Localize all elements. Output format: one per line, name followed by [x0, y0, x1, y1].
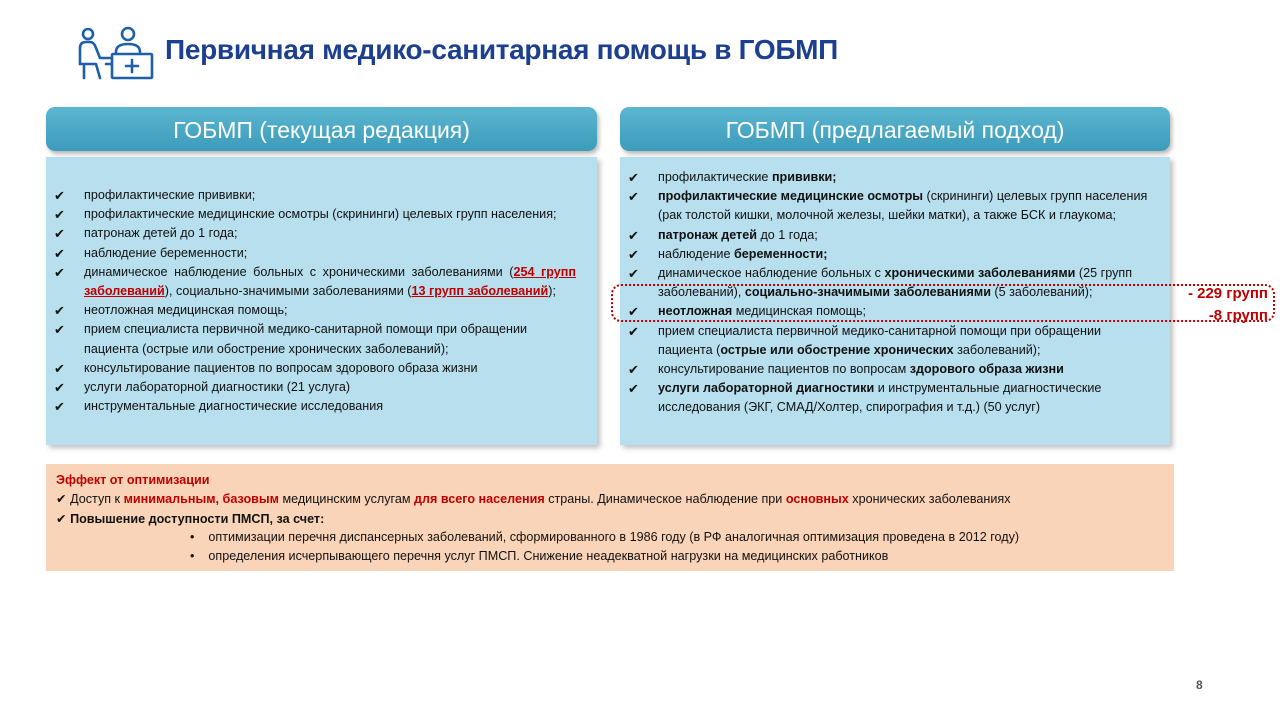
checkmark-icon: ✔ — [628, 266, 639, 282]
list-item: ✔ неотложная медицинская помощь; — [54, 301, 576, 320]
list-item: ✔ динамическое наблюдение больных с хроническими заболеваниями (254 групп заболеваний), социально-значимыми заболеваниями (13 групп заболеваний); — [54, 264, 576, 299]
checkmark-icon: ✔ — [628, 304, 639, 320]
checkmark-icon: ✔ — [56, 492, 71, 506]
checkmark-icon: ✔ — [54, 245, 65, 261]
reduction-highlight — [611, 284, 1275, 322]
list-item: ✔ патронаж детей до 1 года; — [54, 224, 576, 243]
checkmark-icon: ✔ — [628, 227, 639, 243]
checkmark-icon: ✔ — [54, 322, 65, 338]
proposed-approach-header: ГОБМП (предлагаемый подход) — [620, 107, 1170, 151]
reduction-social-groups-label: -8 групп — [1208, 307, 1268, 324]
effect-bullet: • оптимизации перечня диспансерных заболеваний, сформированного в 1986 году (в РФ аналогичная оптимизация проведена в 2012 году) — [190, 530, 1020, 544]
list-item: ✔ наблюдение беременности; — [54, 244, 576, 263]
current-services-list — [54, 186, 576, 416]
checkmark-icon: ✔ — [628, 323, 639, 339]
checkmark-icon: ✔ — [628, 246, 639, 262]
checkmark-icon: ✔ — [628, 189, 639, 205]
list-item: ✔ консультирование пациентов по вопросам здорового образа жизни — [54, 359, 576, 378]
page-number: 8 — [1196, 678, 1203, 692]
checkmark-icon: ✔ — [54, 226, 65, 242]
list-item: ✔ профилактические прививки; — [628, 168, 1148, 187]
effect-access-line: ✔ Доступ к минимальным, базовым медицинским услугам для всего населения страны. Динамическое наблюдение при основных хронических заболеваниях — [56, 492, 1011, 506]
disease-groups-count: 254 групп заболеваний — [84, 264, 576, 299]
list-item: ✔ динамическое наблюдение больных с хроническими заболеваниями (25 групп заболеваний), социально-значимыми заболеваниями (5 заболеваний); — [628, 266, 1133, 300]
social-disease-groups-count: 13 групп заболеваний — [411, 284, 549, 299]
bullet-icon: • — [190, 549, 209, 563]
checkmark-icon: ✔ — [628, 362, 639, 378]
effect-bullet: • определения исчерпывающего перечня услуг ПМСП. Снижение неадекватной нагрузки на медицинских работников — [190, 549, 889, 563]
list-item: ✔ неотложная медицинская помощь; — [628, 302, 1148, 321]
checkmark-icon: ✔ — [54, 207, 65, 223]
list-item: ✔ профилактические прививки; — [54, 186, 576, 205]
list-item: ✔ услуги лабораторной диагностики (21 услуга) — [54, 378, 576, 397]
reduction-groups-label: - 229 групп — [1187, 285, 1268, 302]
list-item: ✔ услуги лабораторной диагностики и инструментальные диагностические исследования (ЭКГ, СМАД/Холтер, спирография и т.д.) (50 услуг) — [628, 381, 1102, 415]
list-item: ✔ прием специалиста первичной медико-санитарной помощи при обращении пациента (острые или обострение хронических заболеваний); — [628, 323, 1102, 357]
list-item: ✔ инструментальные диагностические исследования — [54, 397, 576, 416]
checkmark-icon: ✔ — [628, 381, 639, 397]
list-item: ✔ патронаж детей до 1 года; — [628, 226, 1148, 245]
checkmark-icon: ✔ — [628, 170, 639, 185]
effect-availability-line: ✔ Повышение доступности ПМСП, за счет: — [56, 512, 325, 526]
checkmark-icon: ✔ — [54, 188, 65, 203]
checkmark-icon: ✔ — [54, 399, 65, 415]
current-version-header: ГОБМП (текущая редакция) — [46, 107, 597, 151]
bullet-icon: • — [190, 530, 209, 544]
checkmark-icon: ✔ — [54, 360, 65, 376]
checkmark-icon: ✔ — [54, 380, 65, 396]
checkmark-icon: ✔ — [54, 303, 65, 319]
list-item: ✔ наблюдение беременности; — [628, 245, 1148, 264]
checkmark-icon: ✔ — [56, 512, 71, 526]
list-item: ✔ профилактические медицинские осмотры (скрининги) целевых групп населения; — [54, 205, 576, 224]
list-item: ✔ прием специалиста первичной медико-санитарной помощи при обращении пациента (острые или обострение хронических заболеваний); — [54, 322, 528, 356]
doctor-patient-icon — [76, 24, 154, 82]
list-item: ✔ консультирование пациентов по вопросам здорового образа жизни — [628, 360, 1148, 379]
effect-title: Эффект от оптимизации — [56, 473, 210, 487]
checkmark-icon: ✔ — [54, 264, 65, 280]
page-title: Первичная медико-санитарная помощь в ГОБМП — [165, 34, 838, 65]
list-item: ✔ профилактические медицинские осмотры (скрининги) целевых групп населения (рак толстой кишки, молочной железы, шейки матки), а также БСК и глаукома; — [628, 189, 1148, 223]
